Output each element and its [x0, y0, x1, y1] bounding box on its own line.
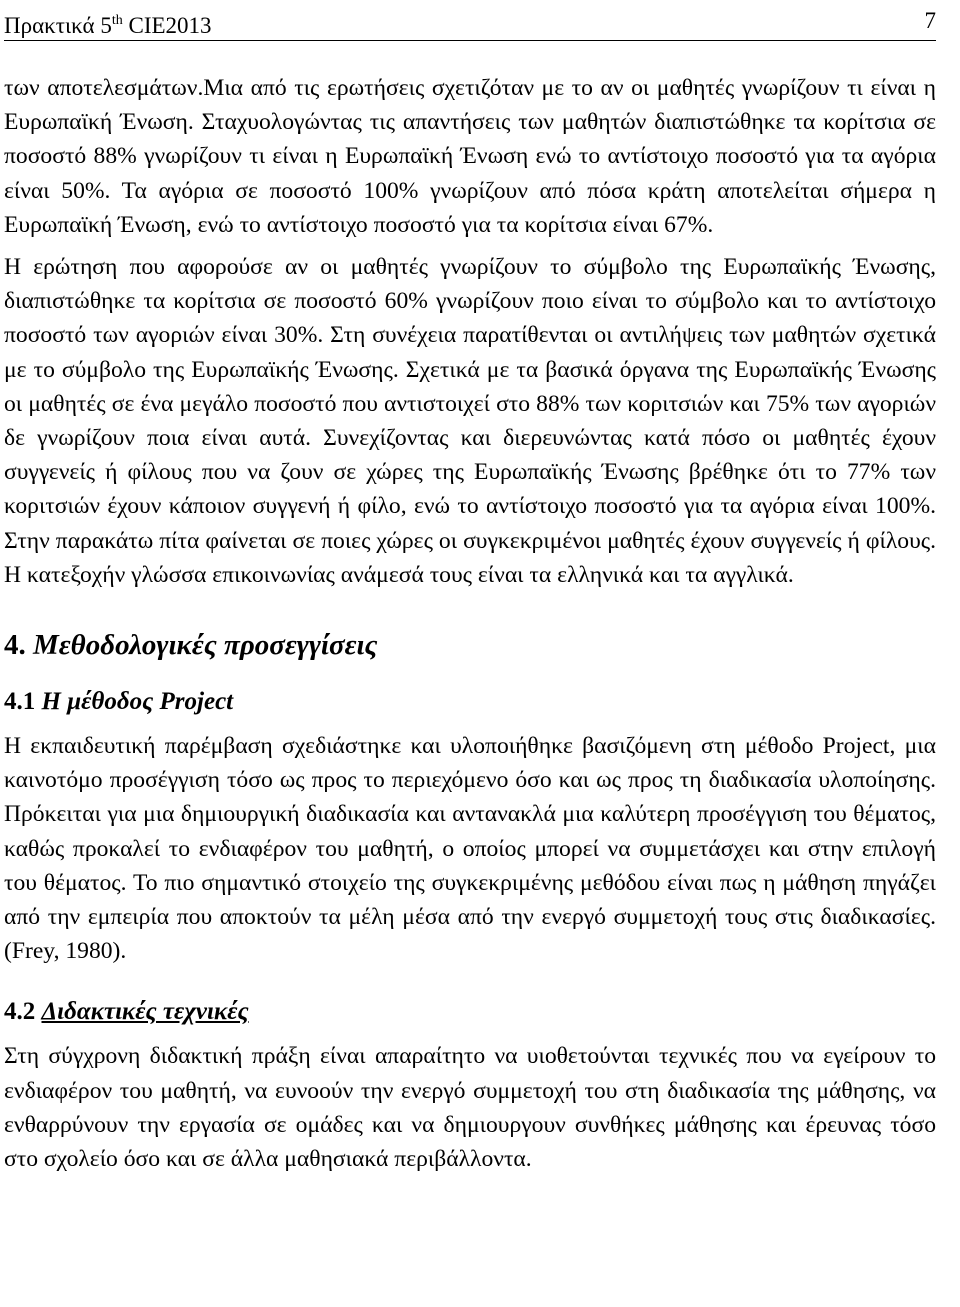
section-heading-methodology: 4. Μεθοδολογικές προσεγγίσεις	[4, 629, 378, 662]
subsection-heading-project-method: 4.1 Η μέθοδος Project	[4, 688, 234, 716]
paragraph-results-symbol: Η ερώτηση που αφορούσε αν οι μαθητές γνωρίζουν το σύμβολο της Ευρωπαϊκής Ένωσης, διαπιστώθηκε τα κορίτσια σε ποσοστό 60% γνωρίζουν ποιο είναι το σύμβολο και το αντίστοιχο ποσοστό των αγοριών είναι 30%. Στη συνέχεια παρατίθενται οι αντιλήψεις των μαθητών σχετικά με το σύμβολο της Ευρωπαϊκής Ένωσης. Σχετικά με τα βασικά όργανα της Ευρωπαϊκής Ένωσης οι μαθητές σε ένα μεγάλο ποσοστό που αντιστοιχεί στο 88% των κοριτσιών και 75% των αγοριών δε γνωρίζουν ποια είναι αυτά. Συνεχίζοντας και διερευνώντας κατά πόσο οι μαθητές έχουν συγγενείς ή φίλους που να ζουν σε χώρες της Ευρωπαϊκής Ένωσης βρέθηκε ότι το 77% των κοριτσιών έχουν κάποιον συγγενή ή φίλο, ενώ το αντίστοιχο ποσοστό για τα αγόρια είναι 100%. Στην παρακάτω πίτα φαίνεται σε ποιες χώρες οι συγκεκριμένοι μαθητές έχουν συγγενείς ή φίλους. Η κατεξοχήν γλώσσα επικοινωνίας ανάμεσά τους είναι τα ελληνικά και τα αγγλικά.	[4, 254, 936, 588]
paragraph-teaching-techniques: Στη σύγχρονη διδακτική πράξη είναι απαραίτητο να υιοθετούνται τεχνικές που να εγείρουν το ενδιαφέρον του μαθητή, να ευνοούν την ενεργό συμμετοχή του στη διαδικασία της μάθησης, να ενθαρρύνουν την εργασία σε ομάδες και να δημιουργουν συνθήκες μάθησης και έρευνας τόσο στο σχολείο όσο και σε άλλα μαθησιακά περιβάλλοντα.	[4, 1043, 936, 1173]
paragraph-project-method: Η εκπαιδευτική παρέμβαση σχεδιάστηκε και υλοποιήθηκε βασιζόμενη στη μέθοδο Project, μια καινοτόμο προσέγγιση τόσο ως προς το περιεχόμενο όσο και ως προς τη διαδικασία υλοποίησης. Πρόκειται για μια δημιουργική διαδικασία και αντανακλά μια καλύτερη προσέγγιση του θέματος, καθώς προκαλεί το ενδιαφέρον του μαθητή, ο οποίος μπορεί να συμμετάσχει και στην επιλογή του θέματος. Το πιο σημαντικό στοιχείο της συγκεκριμένης μεθόδου είναι πως η μάθηση πηγάζει από την εμπειρία που αποκτούν τα μέλη μέσα από την ενεργό συμμετοχή τους στις διαδικασίες. (Frey, 1980).	[4, 733, 936, 965]
subsection-heading-teaching-techniques: 4.2 Διδακτικές τεχνικές	[4, 998, 249, 1026]
page-number: 7	[924, 8, 936, 33]
page-header	[4, 0, 936, 41]
paragraph-results-eu: των αποτελεσμάτων.Μια από τις ερωτήσεις σχετιζόταν με το αν οι μαθητές γνωρίζουν τι είναι η Ευρωπαϊκή Ένωση. Σταχυολογώντας τις απαντήσεις των μαθητών διαπιστώθηκε τα κορίτσια σε ποσοστό 88% γνωρίζουν τι είναι η Ευρωπαϊκή Ένωση ενώ το αντίστοιχο ποσοστό για τα αγόρια είναι 50%. Τα αγόρια σε ποσοστό 100% γνωρίζουν από πόσα κράτη αποτελείται σήμερα η Ευρωπαϊκή Ένωση, ενώ το αντίστοιχο ποσοστό για τα κορίτσια είναι 67%.	[4, 75, 936, 238]
proceedings-title: Πρακτικά 5th CIE2013	[4, 13, 212, 38]
